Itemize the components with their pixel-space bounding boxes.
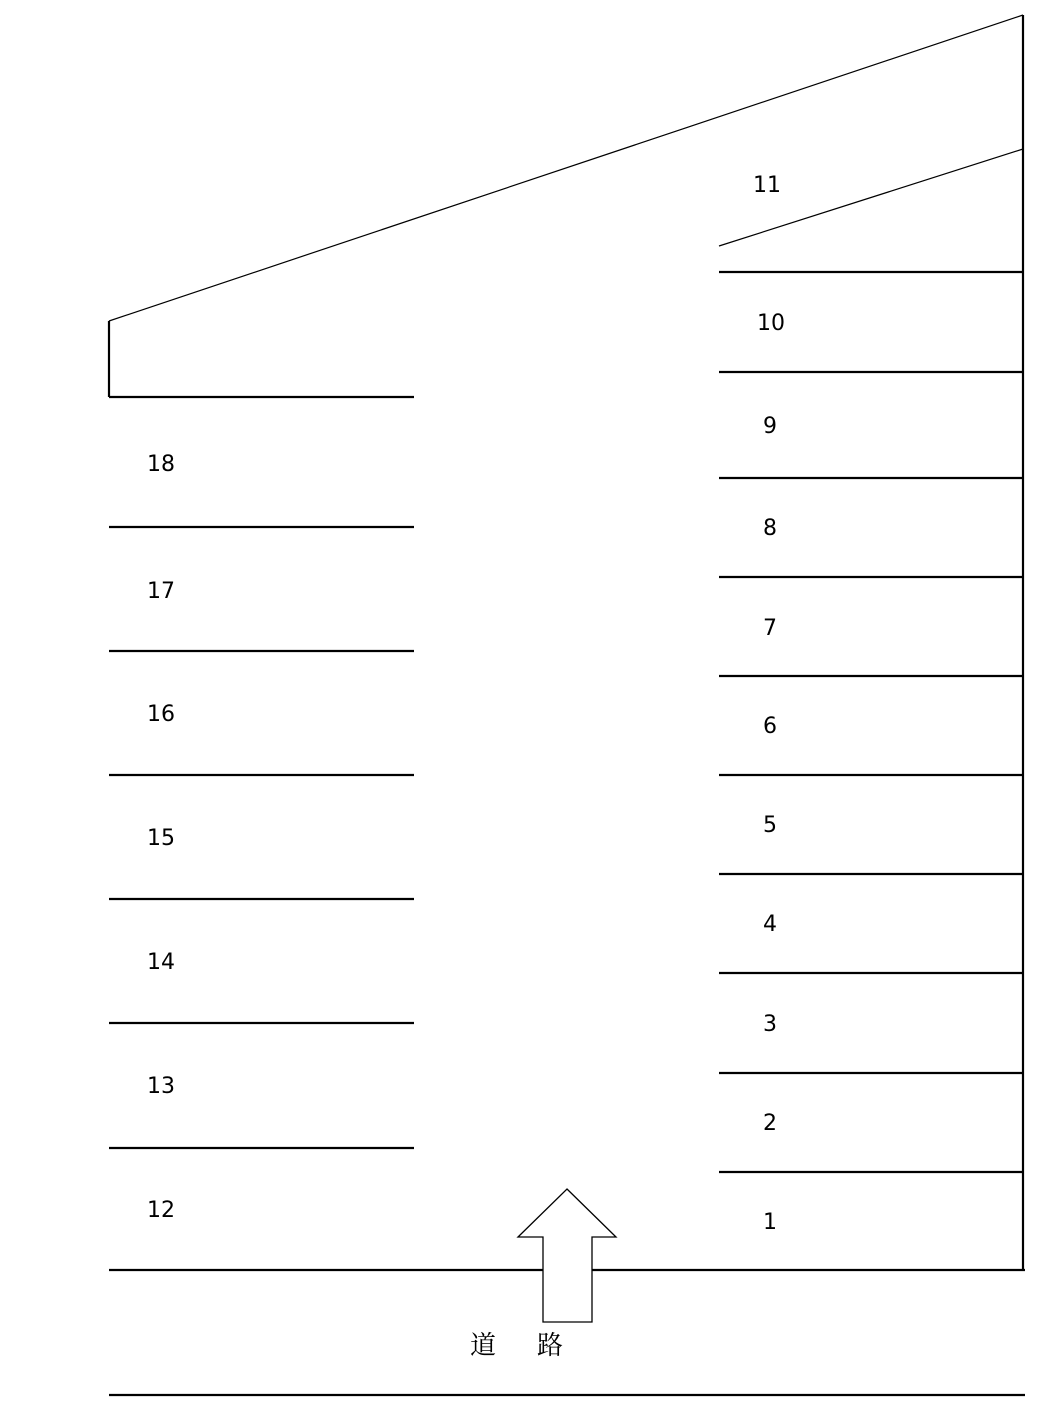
space-label-15: 15 — [147, 826, 175, 851]
space-label-14: 14 — [147, 950, 175, 975]
road-label-char-2: 路 — [537, 1331, 564, 1361]
space-label-8: 8 — [763, 516, 777, 541]
space-label-11: 11 — [753, 173, 781, 198]
space-label-16: 16 — [147, 702, 175, 727]
road-label-char-1: 道 — [470, 1331, 497, 1361]
left-space-labels — [147, 452, 175, 1223]
space-label-10: 10 — [757, 311, 785, 336]
road-label — [470, 1331, 563, 1361]
space-label-4: 4 — [763, 912, 777, 937]
space-label-7: 7 — [763, 616, 777, 641]
lot-boundary — [109, 15, 1025, 1395]
up-arrow-icon — [518, 1189, 616, 1322]
space-label-5: 5 — [763, 813, 777, 838]
space-label-9: 9 — [763, 414, 777, 439]
space-label-12: 12 — [147, 1198, 175, 1223]
left-space-dividers — [109, 397, 414, 1148]
space-label-6: 6 — [763, 714, 777, 739]
space-label-3: 3 — [763, 1012, 777, 1037]
space-label-2: 2 — [763, 1111, 777, 1136]
top-slanted-boundary — [109, 15, 1023, 321]
space-label-13: 13 — [147, 1074, 175, 1099]
space-label-18: 18 — [147, 452, 175, 477]
right-space-labels — [753, 173, 785, 1235]
space-label-1: 1 — [763, 1210, 777, 1235]
space-label-17: 17 — [147, 579, 175, 604]
